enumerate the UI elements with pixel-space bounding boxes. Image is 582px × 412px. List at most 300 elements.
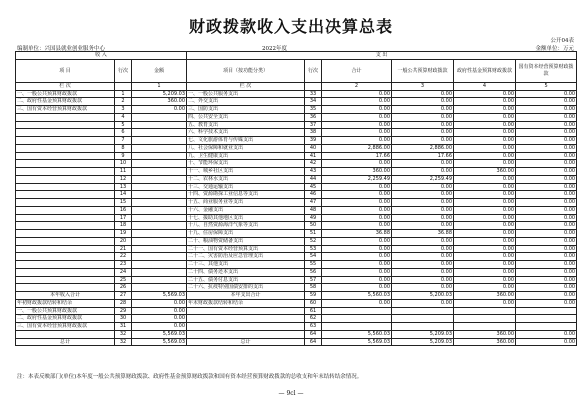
col-func-item: 项目（按功能分类）	[187, 59, 305, 82]
cell-ex-item: 四、公共安全支出	[187, 113, 305, 121]
cell-in-item	[16, 191, 115, 199]
cell-c4: 0.00	[516, 268, 577, 276]
cell-in-amt: 360.00	[132, 98, 187, 106]
cell-c4: 0.00	[516, 276, 577, 284]
cell-c1: 5,569.03	[322, 338, 392, 346]
cell-c4: 0.00	[516, 338, 577, 346]
cell-c1: 0.00	[322, 129, 392, 137]
cell-c2: 36.88	[392, 230, 454, 238]
cell-ex-row: 34	[305, 98, 322, 106]
cell-c1: 5,560.03	[322, 330, 392, 338]
cell-in-amt: 5,569.03	[132, 330, 187, 338]
sub-3: 3	[392, 82, 454, 90]
cell-c2: 0.00	[392, 237, 454, 245]
sub-1: 1	[132, 82, 187, 90]
cell-in-row: 31	[115, 323, 132, 331]
cell-c2: 2,259.49	[392, 175, 454, 183]
cell-c1: 0.00	[322, 199, 392, 207]
cell-c1	[322, 315, 392, 323]
cell-ex-row: 59	[305, 292, 322, 300]
cell-in-row: 14	[115, 191, 132, 199]
col-row-2: 行次	[305, 59, 322, 82]
cell-in-amt	[132, 237, 187, 245]
cell-in-amt	[132, 261, 187, 269]
cell-ex-item: 二、外交支出	[187, 98, 305, 106]
table-row	[16, 113, 577, 121]
cell-in-item: 本年收入合计	[16, 292, 115, 300]
cell-c4: 0.00	[516, 199, 577, 207]
cell-c1: 360.00	[322, 168, 392, 176]
cell-ex-item: 本年支出合计	[187, 292, 305, 300]
page-title: 财政拨款收入支出决算总表	[188, 17, 393, 36]
cell-c2: 17.66	[392, 152, 454, 160]
cell-c1: 0.00	[322, 222, 392, 230]
cell-c1: 0.00	[322, 90, 392, 98]
cell-c3: 360.00	[454, 338, 516, 346]
cell-c2: 5,209.03	[392, 338, 454, 346]
cell-in-item	[16, 144, 115, 152]
cell-c1: 2,259.49	[322, 175, 392, 183]
cell-ex-item: 二十四、债务还本支出	[187, 268, 305, 276]
table-row	[16, 268, 577, 276]
table-row	[16, 183, 577, 191]
cell-c3: 0.00	[454, 261, 516, 269]
cell-c3: 0.00	[454, 113, 516, 121]
cell-ex-item: 十一、城乡社区支出	[187, 168, 305, 176]
cell-in-amt	[132, 160, 187, 168]
cell-ex-item: 十九、住房保障支出	[187, 230, 305, 238]
cell-ex-item: 十八、自然资源海洋气象等支出	[187, 222, 305, 230]
cell-in-row: 12	[115, 175, 132, 183]
cell-c3: 0.00	[454, 284, 516, 292]
cell-in-row: 17	[115, 214, 132, 222]
cell-c3: 0.00	[454, 106, 516, 114]
cell-in-amt	[132, 175, 187, 183]
cell-c4: 0.00	[516, 330, 577, 338]
cell-in-row: 29	[115, 307, 132, 315]
cell-c1: 0.00	[322, 237, 392, 245]
sub-4: 4	[454, 82, 516, 90]
cell-c4: 0.00	[516, 183, 577, 191]
cell-in-amt	[132, 276, 187, 284]
cell-c4	[516, 323, 577, 331]
cell-ex-row: 64	[305, 330, 322, 338]
cell-c3: 0.00	[454, 230, 516, 238]
cell-in-row: 8	[115, 144, 132, 152]
cell-in-item	[16, 245, 115, 253]
cell-in-amt: 5,569.03	[132, 338, 187, 346]
cell-in-row: 20	[115, 237, 132, 245]
table-row	[16, 330, 577, 338]
cell-in-item	[16, 199, 115, 207]
cell-in-item: 一、一般公共预算财政拨款	[16, 307, 115, 315]
table-row	[16, 307, 577, 315]
cell-in-row: 30	[115, 315, 132, 323]
cell-ex-item: 三、国防支出	[187, 106, 305, 114]
cell-in-row: 28	[115, 299, 132, 307]
cell-in-item: 年初财政拨款结转和结余	[16, 299, 115, 307]
cell-ex-row: 40	[305, 144, 322, 152]
cell-c3	[454, 323, 516, 331]
table-row	[16, 152, 577, 160]
cell-in-amt	[132, 144, 187, 152]
cell-c2: 0.00	[392, 261, 454, 269]
cell-ex-item: 十六、金融支出	[187, 206, 305, 214]
cell-ex-item: 十二、农林水支出	[187, 175, 305, 183]
cell-c2: 5,200.03	[392, 292, 454, 300]
cell-c4: 0.00	[516, 222, 577, 230]
cell-c4: 0.00	[516, 299, 577, 307]
form-code: 公开04表	[550, 38, 574, 44]
cell-c3: 0.00	[454, 121, 516, 129]
footnote: 注：本表反映部门(单位)本年度一般公共预算财政拨款、政府性基金预算财政拨款和国有资本经营预算财政拨款的总收支和年末结转结余情况。	[17, 374, 363, 380]
cell-ex-item: 二十五、债务付息支出	[187, 276, 305, 284]
cell-ex-row: 61	[305, 307, 322, 315]
cell-ex-item	[187, 323, 305, 331]
cell-in-item	[16, 237, 115, 245]
cell-c3: 0.00	[454, 98, 516, 106]
cell-ex-row: 54	[305, 253, 322, 261]
cell-c3: 360.00	[454, 168, 516, 176]
cell-in-item: 三、国有资本经营预算财政拨款	[16, 323, 115, 331]
cell-c4: 0.00	[516, 121, 577, 129]
cell-in-item	[16, 152, 115, 160]
cell-in-row: 6	[115, 129, 132, 137]
cell-c2: 5,209.03	[392, 330, 454, 338]
cell-ex-row: 52	[305, 237, 322, 245]
cell-ex-item: 一、一般公共服务支出	[187, 90, 305, 98]
cell-c1: 0.00	[322, 113, 392, 121]
expense-header: 支 出	[187, 52, 577, 60]
cell-in-item: 总计	[16, 338, 115, 346]
income-header: 收 入	[16, 52, 187, 60]
cell-c1: 0.00	[322, 206, 392, 214]
cell-c3: 0.00	[454, 253, 516, 261]
cell-in-amt	[132, 183, 187, 191]
cell-c2: 0.00	[392, 183, 454, 191]
cell-ex-row: 57	[305, 276, 322, 284]
cell-c1: 0.00	[322, 106, 392, 114]
table-row	[16, 160, 577, 168]
cell-c2: 0.00	[392, 245, 454, 253]
cell-c4: 0.00	[516, 261, 577, 269]
cell-c4: 0.00	[516, 237, 577, 245]
cell-ex-row: 38	[305, 129, 322, 137]
cell-in-amt	[132, 121, 187, 129]
cell-in-amt	[132, 214, 187, 222]
cell-ex-item	[187, 307, 305, 315]
col-row: 行次	[115, 59, 132, 82]
cell-c4: 0.00	[516, 206, 577, 214]
cell-c3: 0.00	[454, 90, 516, 98]
cell-in-row: 18	[115, 222, 132, 230]
cell-c3	[454, 307, 516, 315]
cell-c4: 0.00	[516, 90, 577, 98]
cell-ex-row: 43	[305, 168, 322, 176]
cell-in-item	[16, 261, 115, 269]
cell-in-amt	[132, 113, 187, 121]
cell-c4: 0.00	[516, 292, 577, 300]
cell-ex-item	[187, 330, 305, 338]
cell-in-row: 5	[115, 121, 132, 129]
cell-c1: 0.00	[322, 191, 392, 199]
cell-c4: 0.00	[516, 284, 577, 292]
cell-in-item	[16, 183, 115, 191]
cell-in-row: 21	[115, 245, 132, 253]
table-row	[16, 106, 577, 114]
col-general: 一般公共预算财政拨款	[392, 59, 454, 82]
cell-ex-row: 44	[305, 175, 322, 183]
cell-c4: 0.00	[516, 113, 577, 121]
cell-in-row: 27	[115, 292, 132, 300]
cell-in-amt	[132, 230, 187, 238]
cell-ex-row: 55	[305, 261, 322, 269]
cell-ex-row: 53	[305, 245, 322, 253]
cell-ex-item: 二十、粮油物资储备支出	[187, 237, 305, 245]
cell-c3: 0.00	[454, 245, 516, 253]
unit-label: 编制单位：兴国县就业创业服务中心	[17, 46, 106, 52]
cell-c1: 0.00	[322, 121, 392, 129]
cell-in-item: 二、政府性基金预算财政拨款	[16, 98, 115, 106]
cell-in-item	[16, 222, 115, 230]
cell-c4	[516, 315, 577, 323]
cell-in-item	[16, 206, 115, 214]
cell-ex-row: 51	[305, 230, 322, 238]
cell-in-amt	[132, 152, 187, 160]
cell-in-row: 11	[115, 168, 132, 176]
cell-in-amt	[132, 199, 187, 207]
page-number: — 9cl —	[278, 390, 304, 397]
table-row	[16, 199, 577, 207]
cell-ex-item: 十三、交通运输支出	[187, 183, 305, 191]
table-row	[16, 222, 577, 230]
cell-in-row: 1	[115, 90, 132, 98]
cell-in-row: 32	[115, 338, 132, 346]
cell-ex-row: 33	[305, 90, 322, 98]
table-row	[16, 206, 577, 214]
cell-ex-item: 十、节能环保支出	[187, 160, 305, 168]
cell-c4: 0.00	[516, 168, 577, 176]
cell-c2: 0.00	[392, 284, 454, 292]
cell-ex-row: 63	[305, 323, 322, 331]
cell-c1: 0.00	[322, 268, 392, 276]
table-row	[16, 121, 577, 129]
cell-c2: 0.00	[392, 129, 454, 137]
cell-in-amt	[132, 268, 187, 276]
cell-ex-row: 37	[305, 121, 322, 129]
cell-c2: 0.00	[392, 214, 454, 222]
cell-c1: 0.00	[322, 276, 392, 284]
cell-c2: 0.00	[392, 106, 454, 114]
cell-c1: 17.66	[322, 152, 392, 160]
cell-in-item	[16, 214, 115, 222]
cell-in-amt: 5,569.03	[132, 292, 187, 300]
table-row	[16, 299, 577, 307]
cell-ex-item: 年末财政拨款结转和结余	[187, 299, 305, 307]
cell-ex-row: 64	[305, 338, 322, 346]
cell-c1: 2,886.00	[322, 144, 392, 152]
cell-in-item	[16, 268, 115, 276]
cell-c4: 0.00	[516, 214, 577, 222]
cell-c4: 0.00	[516, 245, 577, 253]
cell-ex-row: 42	[305, 160, 322, 168]
cell-c2: 0.00	[392, 121, 454, 129]
table-row	[16, 175, 577, 183]
cell-c1: 5,560.03	[322, 292, 392, 300]
cell-in-row: 32	[115, 330, 132, 338]
cell-c2: 0.00	[392, 222, 454, 230]
cell-ex-row: 39	[305, 137, 322, 145]
table-row	[16, 315, 577, 323]
cell-in-item	[16, 175, 115, 183]
year-label: 2022年度	[262, 46, 287, 52]
sub-lan: 栏 次	[16, 82, 115, 90]
cell-ex-item: 六、科学技术支出	[187, 129, 305, 137]
cell-ex-row: 62	[305, 315, 322, 323]
cell-ex-item: 十四、资源勘探工业信息等支出	[187, 191, 305, 199]
cell-c1: 0.00	[322, 245, 392, 253]
cell-in-row: 23	[115, 261, 132, 269]
cell-c3: 0.00	[454, 237, 516, 245]
table-row	[16, 261, 577, 269]
cell-c2	[392, 323, 454, 331]
table-row	[16, 276, 577, 284]
cell-in-row: 25	[115, 276, 132, 284]
cell-c1: 0.00	[322, 214, 392, 222]
cell-in-item	[16, 168, 115, 176]
cell-in-amt	[132, 222, 187, 230]
cell-in-row: 16	[115, 206, 132, 214]
table-body	[16, 90, 577, 346]
table-row	[16, 168, 577, 176]
col-state: 国有资本经营预算财政拨款	[516, 59, 577, 82]
cell-c2: 0.00	[392, 276, 454, 284]
table-row	[16, 98, 577, 106]
cell-c4	[516, 307, 577, 315]
cell-in-item	[16, 160, 115, 168]
cell-ex-row: 56	[305, 268, 322, 276]
cell-in-row: 22	[115, 253, 132, 261]
cell-c1	[322, 307, 392, 315]
cell-in-amt	[132, 253, 187, 261]
cell-c3: 0.00	[454, 137, 516, 145]
cell-c4: 0.00	[516, 160, 577, 168]
cell-c3: 0.00	[454, 276, 516, 284]
cell-in-amt: 0.00	[132, 299, 187, 307]
cell-c3: 0.00	[454, 206, 516, 214]
cell-ex-row: 49	[305, 214, 322, 222]
cell-c2	[392, 315, 454, 323]
col-total: 合计	[322, 59, 392, 82]
cell-c3: 0.00	[454, 152, 516, 160]
cell-c2: 0.00	[392, 168, 454, 176]
table-row	[16, 253, 577, 261]
cell-c4: 0.00	[516, 98, 577, 106]
cell-in-item	[16, 129, 115, 137]
cell-in-row: 15	[115, 199, 132, 207]
cell-ex-row: 60	[305, 299, 322, 307]
cell-c2: 0.00	[392, 137, 454, 145]
cell-c2: 0.00	[392, 199, 454, 207]
cell-in-item	[16, 276, 115, 284]
cell-c1: 0.00	[322, 98, 392, 106]
sub-5: 5	[516, 82, 577, 90]
budget-table	[15, 51, 577, 346]
cell-c1: 0.00	[322, 299, 392, 307]
cell-c2: 0.00	[392, 191, 454, 199]
cell-ex-item: 八、社会保障和就业支出	[187, 144, 305, 152]
col-item: 项 目	[16, 59, 115, 82]
sub-2: 2	[322, 82, 392, 90]
cell-c3: 0.00	[454, 129, 516, 137]
cell-in-item: 三、国有资本经营预算财政拨款	[16, 106, 115, 114]
cell-in-item	[16, 253, 115, 261]
cell-ex-item: 二十六、抗疫特别国债安排的支出	[187, 284, 305, 292]
cell-ex-item	[187, 315, 305, 323]
cell-c4: 0.00	[516, 137, 577, 145]
table-row	[16, 214, 577, 222]
cell-ex-item: 二十二、灾害防治及应急管理支出	[187, 253, 305, 261]
cell-ex-row: 36	[305, 113, 322, 121]
cell-in-item: 一、一般公共预算财政拨款	[16, 90, 115, 98]
cell-in-row: 3	[115, 106, 132, 114]
cell-in-amt: 0.00	[132, 315, 187, 323]
cell-in-row: 13	[115, 183, 132, 191]
cell-in-amt: 0.00	[132, 106, 187, 114]
cell-ex-item: 二十一、国有资本经营预算支出	[187, 245, 305, 253]
table-row	[16, 144, 577, 152]
cell-in-item	[16, 113, 115, 121]
cell-in-row: 2	[115, 98, 132, 106]
cell-c3: 0.00	[454, 199, 516, 207]
cell-c1: 0.00	[322, 160, 392, 168]
cell-in-amt	[132, 245, 187, 253]
cell-in-amt: 0.00	[132, 323, 187, 331]
cell-in-row: 19	[115, 230, 132, 238]
cell-c3: 0.00	[454, 183, 516, 191]
cell-ex-item: 七、文化旅游体育与传媒支出	[187, 137, 305, 145]
cell-in-amt	[132, 206, 187, 214]
cell-in-amt	[132, 129, 187, 137]
cell-in-item	[16, 284, 115, 292]
cell-in-item	[16, 137, 115, 145]
table-row	[16, 137, 577, 145]
cell-in-row: 4	[115, 113, 132, 121]
table-row	[16, 230, 577, 238]
cell-c4: 0.00	[516, 129, 577, 137]
sub-lan-2: 栏 次	[187, 82, 305, 90]
cell-c3	[454, 315, 516, 323]
cell-ex-row: 58	[305, 284, 322, 292]
cell-ex-row: 50	[305, 222, 322, 230]
cell-c4: 0.00	[516, 230, 577, 238]
cell-in-row: 10	[115, 160, 132, 168]
cell-c4: 0.00	[516, 152, 577, 160]
cell-c3: 0.00	[454, 191, 516, 199]
cell-c2	[392, 307, 454, 315]
cell-c3: 0.00	[454, 268, 516, 276]
cell-in-row: 26	[115, 284, 132, 292]
cell-c1: 0.00	[322, 261, 392, 269]
cell-ex-item: 十五、商业服务业等支出	[187, 199, 305, 207]
cell-ex-row: 41	[305, 152, 322, 160]
table-row	[16, 90, 577, 98]
cell-ex-item: 二十三、其他支出	[187, 261, 305, 269]
cell-c3: 0.00	[454, 214, 516, 222]
cell-c2: 2,886.00	[392, 144, 454, 152]
cell-c1	[322, 323, 392, 331]
cell-ex-row: 46	[305, 191, 322, 199]
